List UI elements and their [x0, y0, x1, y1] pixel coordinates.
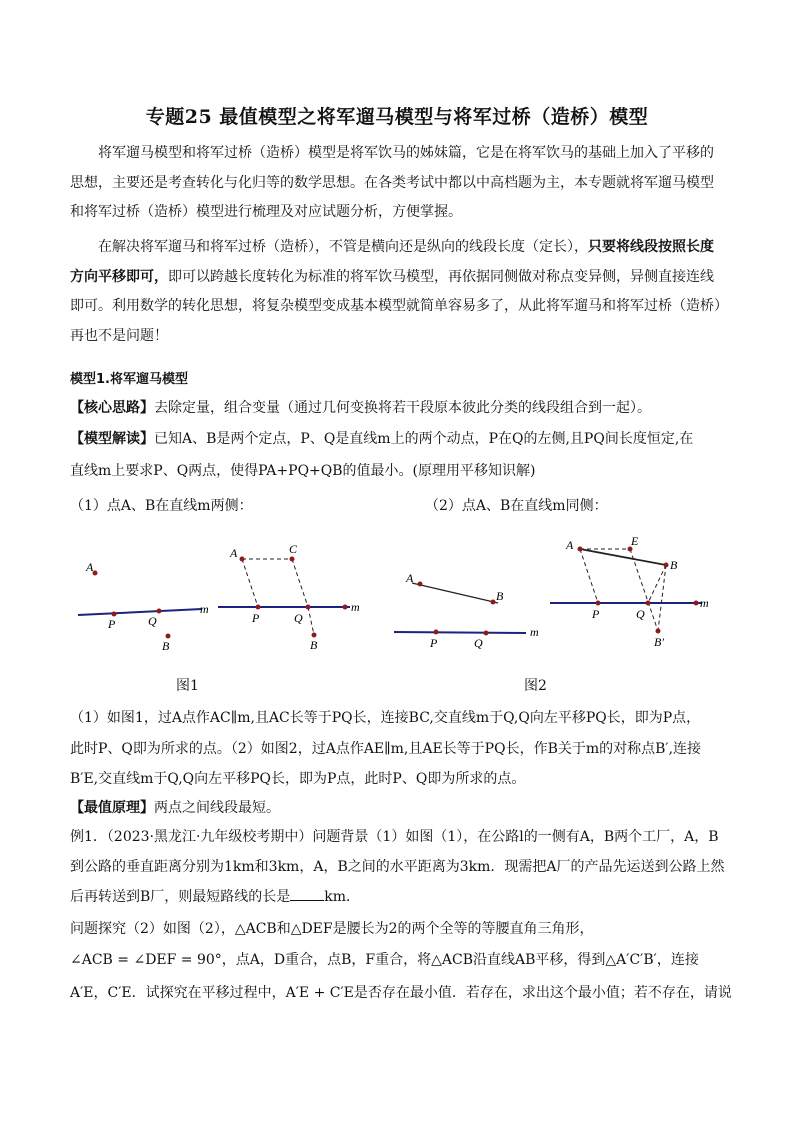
intro-text-a: 在解决将军遛马和将军过桥（造桥），不管是横向还是纵向的线段长度（定长）， [98, 239, 588, 255]
interp-text-1: 已知A、B是两个定点，P、Q是直线m上的两个动点，P在Q的左侧,且PQ间长度恒定,在 [154, 431, 694, 447]
intro-bold-text: 只要将线段按照长度方向平移即可， [70, 239, 714, 285]
line-m-3 [394, 632, 526, 633]
point-q2 [306, 605, 311, 610]
point-a4 [578, 547, 583, 552]
point-p3 [434, 630, 439, 635]
case1-label: （1）点A、B在直线m两侧： [70, 498, 253, 514]
solution-line-1: （1）如图1，过A点作AC∥m,且AC长等于PQ长，连接BC,交直线m于Q,Q向左平移PQ长，即为P点， [70, 710, 701, 726]
label-m2: m [351, 600, 360, 614]
label-b-prime: B′ [654, 635, 664, 649]
segment-qb [308, 607, 314, 635]
label-p3: P [430, 636, 438, 650]
figure-2-caption: 图2 [524, 678, 547, 694]
point-b [166, 634, 171, 639]
answer-blank [290, 888, 324, 901]
segment-b-bprime [658, 565, 666, 631]
label-a3: A [406, 571, 414, 585]
solution-line-3: B′E,交直线m于Q,Q向左平移PQ长，即为P点，此时P、Q即为所求的点。 [70, 771, 526, 787]
label-p4: P [592, 607, 600, 621]
core-text: 去除定量，组合变量（通过几何变换将若干段原本彼此分类的线段组合到一起）。 [154, 400, 651, 416]
point-c [290, 557, 295, 562]
label-b3: B [496, 589, 504, 603]
segment-ab-4 [580, 549, 666, 565]
line-m-left [78, 609, 202, 615]
principle-label: 【最值原理】 [70, 800, 154, 816]
point-p2 [256, 605, 261, 610]
solution-line-2: 此时P、Q即为所求的点。（2）如图2，过A点作AE∥m,且AE长等于PQ长，作B关于m的对称点B′,连接 [70, 741, 702, 757]
point-q4 [646, 601, 651, 606]
label-q: Q [148, 614, 157, 628]
model1-heading: 模型1.将军遛马模型 [70, 372, 188, 387]
segment-ap-4 [580, 549, 598, 603]
point-q3 [484, 631, 489, 636]
label-m: m [200, 602, 209, 616]
point-m-end-4 [694, 601, 699, 606]
label-c: C [289, 542, 298, 556]
segment-ap [242, 559, 258, 607]
point-m-end [343, 605, 348, 610]
label-a4: A [566, 538, 574, 552]
point-a2 [240, 557, 245, 562]
example-line-3 [70, 886, 730, 906]
point-b-prime [656, 629, 661, 634]
label-a: A [86, 560, 94, 574]
segment-ab [412, 583, 498, 603]
segment-bq [648, 565, 666, 603]
intro-paragraph-2 [70, 233, 724, 351]
figure-2 [390, 533, 720, 658]
label-b: B [162, 639, 170, 653]
intro-paragraph-1: 将军遛马模型和将军过桥（造桥）模型是将军饮马的姊妹篇，它是在将军饮马的基础上加入了平移的思想，主要还是考查转化与化归等的数学思想。在各类考试中都以中高档题为主，本专题就将军遛马模型和将军过桥（造桥）模型进行梳理及对应试题分析，方便掌握。 [70, 145, 714, 220]
point-b3 [491, 600, 496, 605]
page-title: 专题25 最值模型之将军遛马模型与将军过桥（造桥）模型 [145, 106, 649, 128]
core-label: 【核心思路】 [70, 400, 154, 416]
segment-cq [292, 559, 308, 607]
example-line-3a: 后再转送到B厂，则最短路线的长是 [70, 889, 291, 905]
example-line-6: A′E，C′E．试探究在平移过程中，A′E + C′E是否存在最小值．若存在，求出这个最小值；若不存在，请说 [70, 985, 732, 1001]
label-e: E [631, 534, 639, 548]
example-line-2: 到公路的垂直距离分别为1km和3km，A，B之间的水平距离为3km．现需把A厂的产品先运送到公路上然 [70, 859, 725, 875]
label-m3: m [530, 625, 539, 639]
point-b4 [664, 563, 669, 568]
figure-1-caption: 图1 [176, 678, 199, 694]
interp-text-2: 直线m上要求P、Q两点，使得PA+PQ+QB的值最小。(原理用平移知识解) [70, 463, 536, 479]
principle [70, 797, 730, 817]
label-q2: Q [294, 611, 303, 625]
label-a2: A [230, 546, 238, 560]
example-line-3b: km． [324, 889, 361, 905]
case2-label: （2）点A、B在直线m同侧： [425, 498, 608, 514]
example-line-1: 例1．（2023·黑龙江·九年级校考期中）问题背景（1）如图（1），在公路l的一侧有A，B两个工厂，A，B [70, 829, 719, 845]
interp-label: 【模型解读】 [70, 431, 154, 447]
figure-1 [70, 535, 370, 655]
point-b2 [312, 633, 317, 638]
point-q [157, 609, 162, 614]
model-interpretation [70, 428, 730, 448]
core-idea [70, 397, 730, 417]
label-p2: P [252, 611, 260, 625]
point-p4 [596, 601, 601, 606]
label-m4: m [700, 596, 709, 610]
label-q3: Q [474, 636, 483, 650]
example-line-4: 问题探究（2）如图（2），△ACB和△DEF是腰长为2的两个全等的等腰直角三角形， [70, 921, 594, 937]
principle-text: 两点之间线段最短。 [154, 800, 280, 816]
label-q4: Q [636, 607, 645, 621]
example-line-5: ∠ACB = ∠DEF = 90°，点A，D重合，点B，F重合，将△ACB沿直线AB平移，得到△A′C′B′，连接 [70, 952, 699, 968]
point-p [112, 612, 117, 617]
intro-text-b: 即可以跨越长度转化为标准的将军饮马模型，再依据同侧做对称点变异侧，异侧直接连线即可。利用数学的转化思想，将复杂模型变成基本模型就简单容易多了，从此将军遛马和将军过桥（造桥）再也不是问题！ [70, 268, 721, 344]
point-a3 [418, 582, 423, 587]
label-p: P [108, 617, 116, 631]
label-b4: B [670, 558, 678, 572]
label-b2: B [310, 638, 318, 652]
